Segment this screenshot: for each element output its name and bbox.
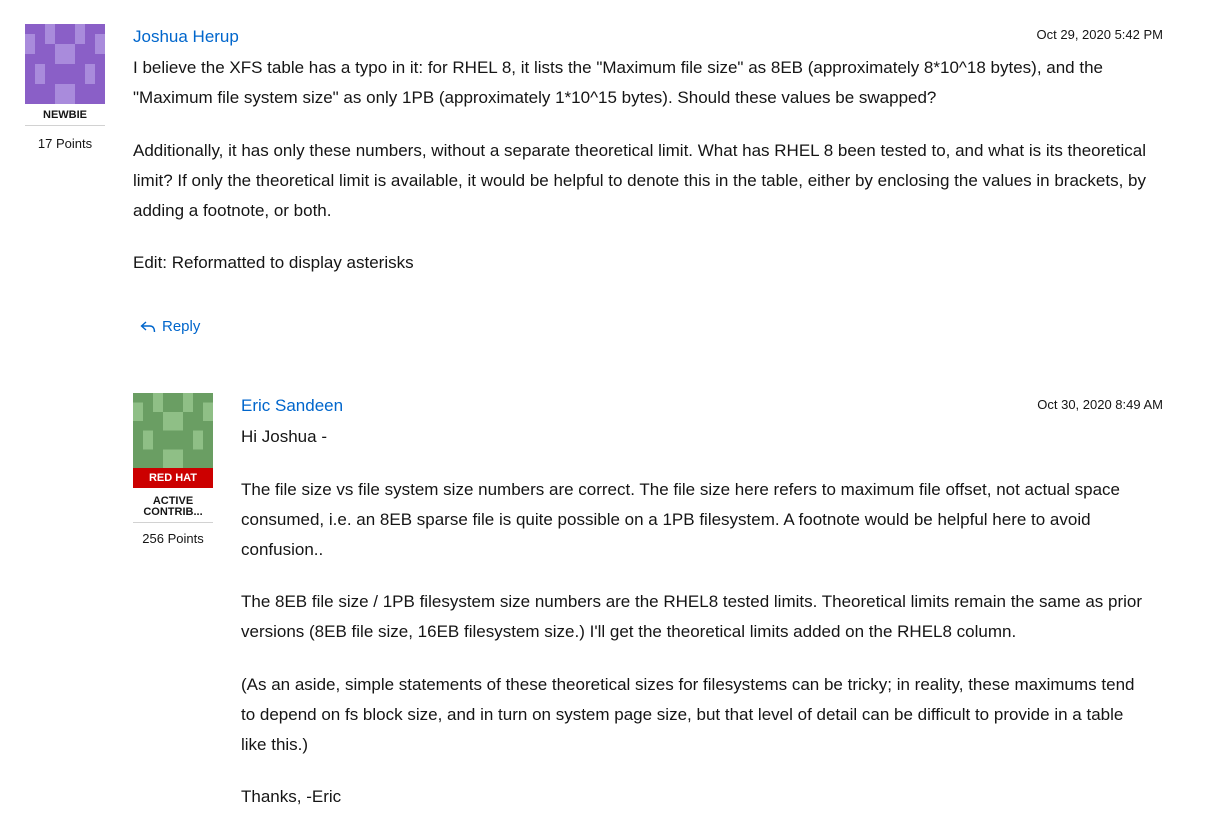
red-hat-badge: RED HAT bbox=[133, 468, 213, 488]
reply-arrow-icon bbox=[140, 320, 156, 334]
post-date: Oct 30, 2020 8:49 AM bbox=[1037, 397, 1163, 412]
author-name-link[interactable]: Joshua Herup bbox=[133, 27, 239, 46]
post-paragraph: Additionally, it has only these numbers, without a separate theoretical limit. What has RHEL 8 been tested to, and what is its theoretical limit? If only the theoretical limit is available, it would be helpful to denote this in the table, either by enclosing the values in brackets, by adding a footnote, or both. bbox=[133, 141, 1147, 220]
user-rank: NEWBIE bbox=[25, 110, 105, 126]
post-paragraph: The file size vs file system size numbers are correct. The file size here refers to maximum file offset, not actual space consumed, i.e. an 8EB sparse file is quite possible on a 1PB filesystem. A footnote would be helpful here to avoid confusion.. bbox=[241, 480, 1120, 559]
post-body bbox=[241, 422, 1151, 812]
post-paragraph: (As an aside, simple statements of these theoretical sizes for filesystems can be tricky; in reality, these maximums tend to depend on fs block size, and in turn on system page size, but that level of detail can be difficult to provide in a table like this.) bbox=[241, 675, 1135, 754]
reply-button[interactable] bbox=[140, 318, 200, 335]
post-paragraph: Hi Joshua - bbox=[241, 427, 327, 446]
user-points: 17 Points bbox=[37, 136, 93, 151]
author-card bbox=[133, 393, 213, 546]
post-date: Oct 29, 2020 5:42 PM bbox=[1036, 27, 1163, 42]
user-avatar[interactable] bbox=[25, 24, 105, 104]
post-paragraph: Thanks, -Eric bbox=[241, 787, 342, 806]
post-paragraph: I believe the XFS table has a typo in it: for RHEL 8, it lists the "Maximum file size" as 8EB (approximately 8*10^18 bytes), and the "Maximum file system size" as only 1PB (approximately 1*10^15 bytes). Should these values be swapped? bbox=[133, 58, 1103, 107]
user-avatar[interactable] bbox=[133, 393, 213, 468]
reply-label: Reply bbox=[162, 318, 201, 335]
post-paragraph: Edit: Reformatted to display asterisks bbox=[133, 253, 414, 272]
user-points: 256 Points bbox=[142, 531, 204, 546]
author-card bbox=[25, 24, 105, 151]
user-rank: ACTIVE CONTRIB... bbox=[133, 496, 213, 523]
post-body bbox=[133, 53, 1163, 278]
author-name-link[interactable]: Eric Sandeen bbox=[241, 396, 344, 415]
post-paragraph: The 8EB file size / 1PB filesystem size numbers are the RHEL8 tested limits. Theoretical limits remain the same as prior versions (8EB file size, 16EB filesystem size.) I'll get the theoretical limits added on the RHEL8 column. bbox=[241, 592, 1143, 641]
